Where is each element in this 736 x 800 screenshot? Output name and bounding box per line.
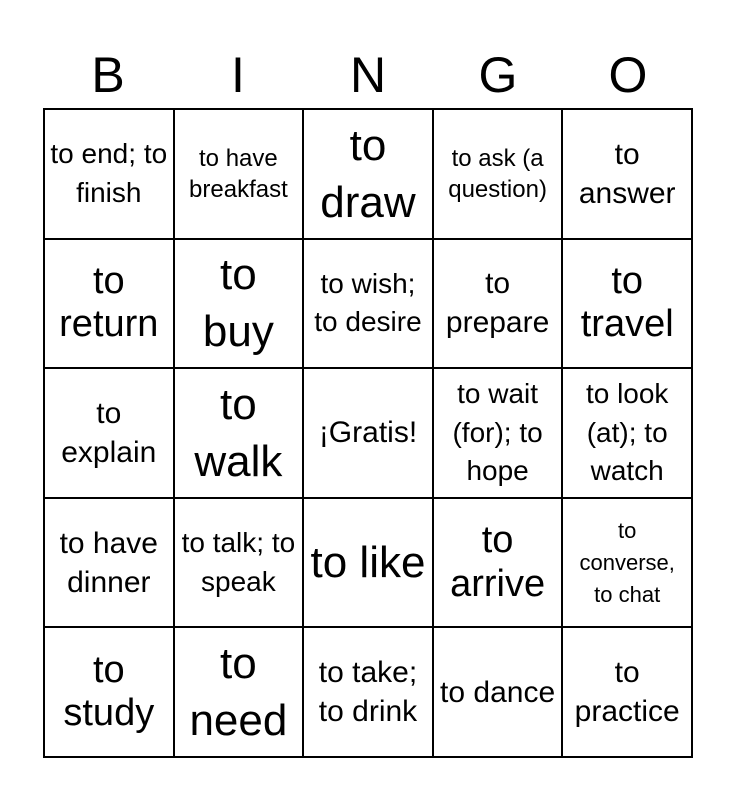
bingo-cell-text: to like	[310, 538, 426, 587]
bingo-cell[interactable]	[174, 368, 304, 498]
bingo-cell-text: to have dinner	[59, 526, 158, 599]
bingo-cell-text: to practice	[574, 656, 680, 729]
bingo-cell[interactable]	[562, 109, 692, 239]
bingo-cell[interactable]	[44, 239, 174, 369]
bingo-header	[43, 42, 693, 108]
bingo-cell[interactable]	[433, 627, 563, 757]
bingo-cell-text: to converse, to chat	[579, 517, 675, 607]
bingo-cell[interactable]	[562, 239, 692, 369]
bingo-cell-text: to travel	[580, 259, 674, 346]
bingo-cell-text: ¡Gratis!	[318, 416, 418, 450]
bingo-cell-text: to look (at); to watch	[585, 378, 669, 487]
bingo-cell[interactable]	[433, 498, 563, 628]
bingo-cell-text: to explain	[61, 396, 157, 469]
bingo-cell[interactable]	[174, 109, 304, 239]
bingo-cell[interactable]	[174, 239, 304, 369]
bingo-cell-text: to dance	[440, 675, 556, 709]
bingo-cell[interactable]	[562, 498, 692, 628]
bingo-board	[43, 108, 693, 758]
bingo-cell[interactable]	[562, 627, 692, 757]
bingo-cell[interactable]	[303, 109, 433, 239]
header-letter-i: I	[231, 47, 245, 103]
bingo-cell-text: to draw	[320, 120, 416, 227]
bingo-cell-text: to talk; to speak	[181, 526, 296, 597]
bingo-cell-text: to have breakfast	[189, 144, 288, 203]
bingo-cell[interactable]	[44, 109, 174, 239]
bingo-cell-text: to buy	[202, 250, 274, 357]
bingo-cell[interactable]	[44, 368, 174, 498]
bingo-cell-text: to arrive	[450, 518, 546, 605]
header-letter-g: G	[478, 47, 518, 103]
header-letter-n: N	[349, 47, 387, 103]
bingo-cell[interactable]	[562, 368, 692, 498]
bingo-cell-text: to answer	[578, 137, 676, 210]
bingo-cell[interactable]	[174, 498, 304, 628]
bingo-cell[interactable]	[303, 239, 433, 369]
bingo-cell-text: to prepare	[445, 267, 550, 340]
bingo-cell-text: to end; to finish	[50, 138, 168, 208]
bingo-cell[interactable]	[174, 627, 304, 757]
bingo-cell-text: to ask (a question)	[448, 144, 547, 203]
bingo-cell[interactable]	[44, 627, 174, 757]
bingo-cell[interactable]	[433, 368, 563, 498]
bingo-cell[interactable]	[303, 368, 433, 498]
header-letter-o: O	[608, 47, 648, 103]
bingo-cell[interactable]	[433, 239, 563, 369]
bingo-cell[interactable]	[303, 498, 433, 628]
bingo-cell-text: to walk	[194, 379, 283, 486]
bingo-cell[interactable]	[44, 498, 174, 628]
bingo-cell[interactable]	[433, 109, 563, 239]
bingo-cell-text: to study	[63, 648, 155, 735]
bingo-cell-text: to wish; to desire	[314, 267, 422, 338]
bingo-cell[interactable]	[303, 627, 433, 757]
header-letter-b: B	[91, 47, 125, 103]
bingo-cell-text: to take; to drink	[318, 656, 418, 729]
bingo-cell-text: to wait (for); to hope	[452, 378, 543, 487]
bingo-cell-text: to return	[59, 259, 159, 346]
bingo-cell-text: to need	[189, 639, 288, 746]
